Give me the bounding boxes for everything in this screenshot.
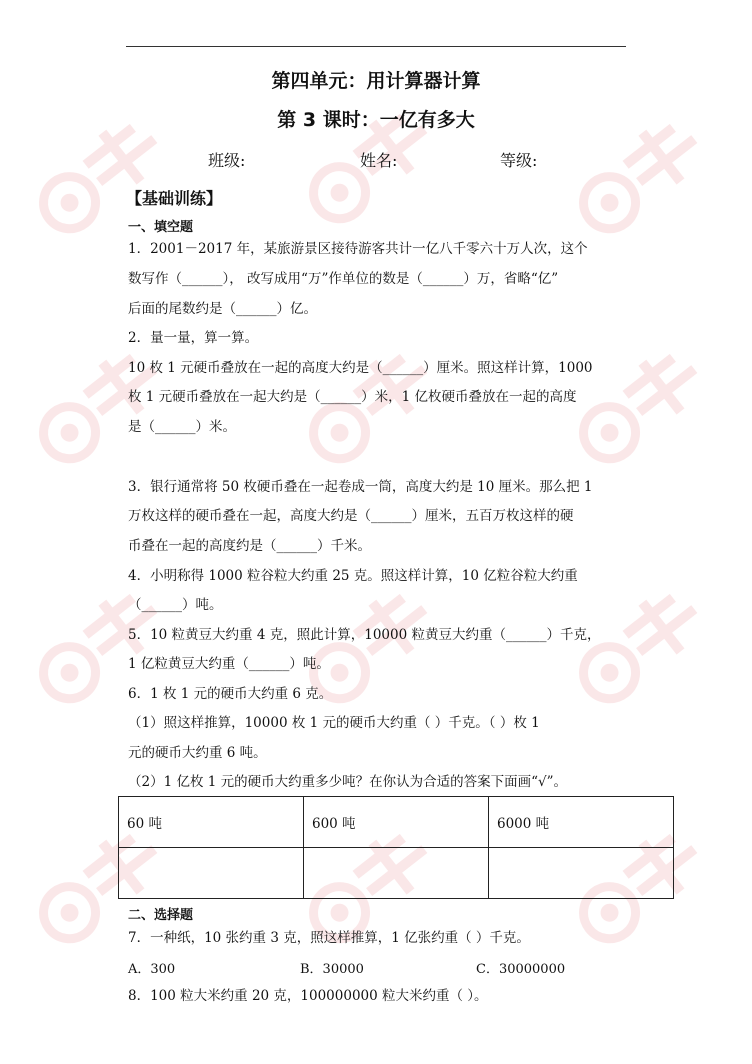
section-basic-training: 【基础训练】 bbox=[126, 189, 223, 208]
class-label: 班级: bbox=[208, 151, 246, 170]
table-row bbox=[119, 797, 674, 848]
q7-option-b[interactable]: B．30000 bbox=[300, 962, 364, 977]
table-header-cell: 600 吨 bbox=[304, 797, 489, 848]
part1-heading: 一、填空题 bbox=[128, 220, 194, 235]
q7-line: 7．一种纸，10 张约重 3 克，照这样推算，1 亿张约重（ ）千克。 bbox=[128, 930, 530, 946]
q2-line-3: 枚 1 元硬币叠放在一起大约是（______）米，1 亿枚硬币叠放在一起的高度 bbox=[128, 389, 577, 405]
q3-line-3: 币叠在一起的高度约是（______）千米。 bbox=[128, 538, 371, 554]
q3-line-1: 3．银行通常将 50 枚硬币叠在一起卷成一筒，高度大约是 10 厘米。那么把 1 bbox=[128, 479, 593, 495]
watermark-logo bbox=[290, 560, 460, 730]
name-label: 姓名: bbox=[360, 151, 398, 170]
q6-1-line-2: 元的硬币大约重 6 吨。 bbox=[128, 745, 267, 761]
q1-line-2: 数写作（______）， 改写成用“万”作单位的数是（______）万，省略“亿” bbox=[128, 271, 559, 287]
q8-line: 8．100 粒大米约重 20 克，100000000 粒大米约重（ ）。 bbox=[128, 988, 488, 1004]
q2-line-1: 2．量一量，算一算。 bbox=[128, 330, 259, 346]
q7-option-a[interactable]: A．300 bbox=[128, 962, 176, 977]
table-header-cell: 60 吨 bbox=[119, 797, 304, 848]
table-row bbox=[119, 848, 674, 899]
q3-line-2: 万枚这样的硬币叠在一起，高度大约是（______）厘米，五百万枚这样的硬 bbox=[128, 508, 574, 524]
answer-cell[interactable] bbox=[304, 848, 489, 899]
q2-line-2: 10 枚 1 元硬币叠放在一起的高度大约是（______）厘米。照这样计算，1000 bbox=[128, 360, 593, 376]
watermark-logo bbox=[20, 560, 190, 730]
q5-line-1: 5．10 粒黄豆大约重 4 克，照此计算，10000 粒黄豆大约重（______）千克， bbox=[128, 627, 601, 643]
table-header-cell: 6000 吨 bbox=[489, 797, 674, 848]
q4-line-1: 4．小明称得 1000 粒谷粒大约重 25 克。照这样计算，10 亿粒谷粒大约重 bbox=[128, 568, 578, 584]
answer-table bbox=[118, 796, 674, 899]
q7-option-c[interactable]: C．30000000 bbox=[476, 962, 566, 977]
q2-line-4: 是（______）米。 bbox=[128, 419, 236, 435]
lesson-title: 第 3 课时：一亿有多大 bbox=[277, 109, 475, 131]
q6-2-line: （2）1 亿枚 1 元的硬币大约重多少吨？在你认为合适的答案下面画“√”。 bbox=[128, 774, 568, 790]
top-rule bbox=[126, 46, 626, 47]
grade-label: 等级: bbox=[500, 151, 538, 170]
part2-heading: 二、选择题 bbox=[128, 908, 194, 923]
q1-line-3: 后面的尾数约是（______）亿。 bbox=[128, 301, 317, 317]
unit-title: 第四单元：用计算器计算 bbox=[271, 70, 481, 92]
q4-line-2: （______）吨。 bbox=[128, 597, 223, 613]
answer-cell[interactable] bbox=[489, 848, 674, 899]
watermark-logo bbox=[560, 560, 730, 730]
q1-line-1: 1．2001－2017 年，某旅游景区接待游客共计一亿八千零六十万人次，这个 bbox=[128, 241, 588, 257]
q6-line-1: 6．1 枚 1 元的硬币大约重 6 克。 bbox=[128, 686, 333, 702]
q5-line-2: 1 亿粒黄豆大约重（______）吨。 bbox=[128, 656, 330, 672]
answer-cell[interactable] bbox=[119, 848, 304, 899]
q6-1-line-1: （1）照这样推算，10000 枚 1 元的硬币大约重（ ）千克。（ ）枚 1 bbox=[128, 715, 540, 731]
